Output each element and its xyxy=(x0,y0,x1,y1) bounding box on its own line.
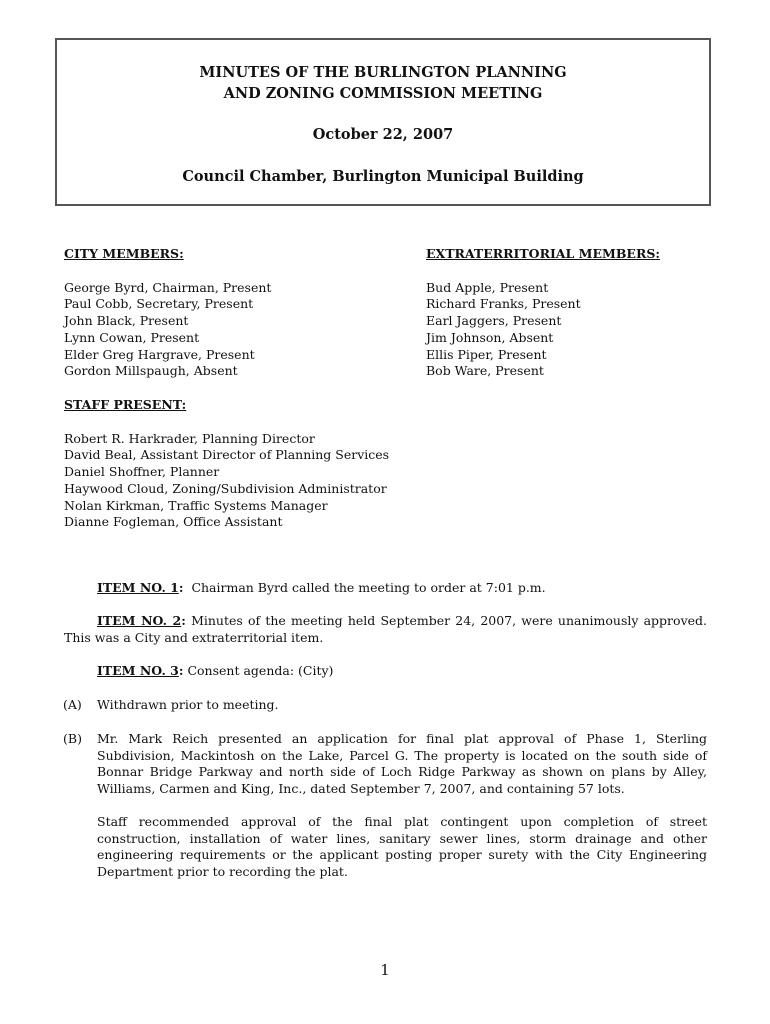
page-number: 1 xyxy=(380,961,390,979)
sub-item-b-marker: (B) xyxy=(63,731,82,746)
sub-item-a-marker: (A) xyxy=(63,697,82,712)
list-item: Elder Greg Hargrave, Present xyxy=(64,346,255,362)
title-line-2: AND ZONING COMMISSION MEETING xyxy=(223,85,543,102)
city-members-list xyxy=(64,280,271,380)
list-item: George Byrd, Chairman, Present xyxy=(64,279,272,295)
sub-item-a-text: Withdrawn prior to meeting. xyxy=(97,697,279,712)
item-1: ITEM NO. 1: Chairman Byrd called the meeting to order at 7:01 p.m. xyxy=(97,580,546,595)
extraterritorial-members-section xyxy=(426,246,660,380)
item-2: ITEM NO. 2: Minutes of the meeting held September 24, 2007, were unanimously approved. This was a City and extraterritorial item. xyxy=(64,613,707,645)
title-line-1: MINUTES OF THE BURLINGTON PLANNING xyxy=(199,64,567,81)
list-item: Lynn Cowan, Present xyxy=(64,329,200,345)
list-item: Bob Ware, Present xyxy=(426,363,544,379)
list-item: Nolan Kirkman, Traffic Systems Manager xyxy=(64,497,328,513)
sub-item-b-text: Mr. Mark Reich presented an application for final plat approval of Phase 1, Sterling Subdivision, Mackintosh on the Lake, Parcel G. The property is located on the south side of Bonnar Bridge Parkway and north side of Loch Ridge Parkway as shown on plans by Alley, Williams, Carmen and King, Inc., dated September 7, 2007, and containing 57 lots. xyxy=(97,731,707,797)
item-2-text: Minutes of the meeting held September 24, 2007, were unanimously approved. This was a City and extraterritorial item. xyxy=(64,613,707,645)
list-item: Paul Cobb, Secretary, Present xyxy=(64,296,254,312)
item-1-text: Chairman Byrd called the meeting to order at 7:01 p.m. xyxy=(191,580,546,595)
list-item: Ellis Piper, Present xyxy=(426,346,547,362)
staff-section xyxy=(64,397,389,531)
list-item: Gordon Millspaugh, Absent xyxy=(64,363,238,379)
title-box xyxy=(55,38,711,206)
item-1-label: ITEM NO. 1 xyxy=(97,580,179,595)
sub-item-b-staff-text: Staff recommended approval of the final plat contingent upon completion of street construction, installation of water lines, sanitary sewer lines, storm drainage and other engineering requirements or the applicant posting proper surety with the City Engineering Department prior to recording the plat. xyxy=(97,814,707,880)
list-item: Bud Apple, Present xyxy=(426,279,549,295)
list-item: John Black, Present xyxy=(64,313,189,329)
extraterritorial-members-heading: EXTRATERRITORIAL MEMBERS: xyxy=(426,246,660,261)
list-item: Jim Johnson, Absent xyxy=(426,329,554,345)
list-item: Daniel Shoffner, Planner xyxy=(64,464,220,480)
list-item: Haywood Cloud, Zoning/Subdivision Administrator xyxy=(64,480,387,496)
staff-list xyxy=(64,431,389,531)
list-item: Earl Jaggers, Present xyxy=(426,313,562,329)
item-2-label: ITEM NO. 2 xyxy=(97,613,182,628)
item-3: ITEM NO. 3: Consent agenda: (City) xyxy=(97,663,334,678)
item-3-text: Consent agenda: (City) xyxy=(187,663,334,678)
meeting-location: Council Chamber, Burlington Municipal Building xyxy=(182,168,584,185)
list-item: Richard Franks, Present xyxy=(426,296,581,312)
list-item: Robert R. Harkrader, Planning Director xyxy=(64,430,315,446)
city-members-heading: CITY MEMBERS: xyxy=(64,246,184,261)
list-item: David Beal, Assistant Director of Planning Services xyxy=(64,447,390,463)
document-title xyxy=(57,62,709,104)
item-3-label: ITEM NO. 3 xyxy=(97,663,179,678)
extraterritorial-members-list xyxy=(426,280,660,380)
list-item: Dianne Fogleman, Office Assistant xyxy=(64,514,283,530)
city-members-section xyxy=(64,246,271,380)
meeting-date: October 22, 2007 xyxy=(312,126,454,143)
staff-heading: STAFF PRESENT: xyxy=(64,397,187,412)
